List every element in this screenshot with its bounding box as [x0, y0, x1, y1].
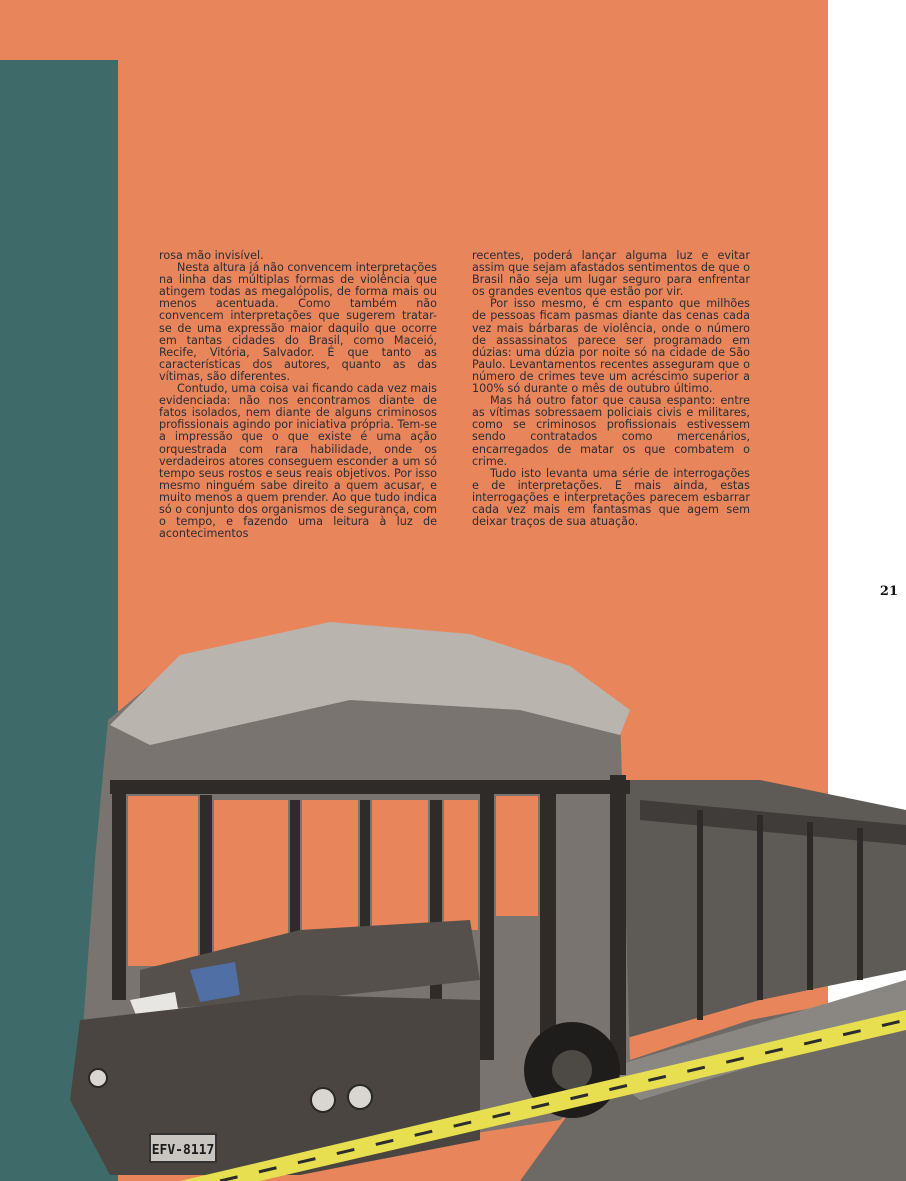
- paragraph: recentes, poderá lançar alguma luz e evitar assim que sejam afastados sentimentos de que o Brasil não seja um lugar seguro para enfrentar os grandes eventos que estão por vir.: [472, 249, 750, 299]
- paragraph: Mas há outro fator que causa espanto: entre as vítimas sobressaem policiais civis e militares, como se criminosos profissionais estivessem sendo contratados como mercenários, encarregados de matar os que combatem o crime.: [472, 394, 750, 468]
- burned-bus-photo: [0, 600, 906, 1181]
- license-plate-text: EFV-8117: [151, 1143, 215, 1158]
- paragraph: rosa mão invisível.: [159, 249, 264, 262]
- article-column-1: [159, 250, 437, 540]
- article-column-2: [472, 250, 750, 528]
- paragraph: Contudo, uma coisa vai ficando cada vez mais evidenciada: não nos encontramos diante de fatos isolados, nem diante de alguns criminosos profissionais agindo por iniciativa própria. Tem-se a impressão que o que existe é uma ação orquestrada com rara habilidade, onde os verdadeiros atores conseguem esconder a um só tempo seus rostos e seus reais objetivos. Por isso mesmo ninguém sabe direito a quem acusar, e muito menos a quem prender. Ao que tudo indica só o conjunto dos organismos de segurança, com o tempo, e fazendo uma leitura à luz de acontecimentos: [159, 382, 437, 541]
- page-number: 21: [879, 584, 898, 599]
- paragraph: Nesta altura já não convencem interpretações na linha das múltiplas formas de violência que atingem todas as megalópolis, de forma mais ou menos acentuada. Como também não convencem interpretações que sugerem tratar-se de uma expressão maior daquilo que ocorre em tantas cidades do Brasil, como Maceió, Recife, Vitória, Salvador. É que tanto as características dos autores, quanto as das vítimas, são diferentes.: [159, 261, 437, 383]
- paragraph: Tudo isto levanta uma série de interrogações e de interpretações. E mais ainda, estas interrogações e interpretações parecem esbarrar cada vez mais em fantasmas que agem sem deixar traços de sua atuação.: [472, 466, 750, 529]
- paragraph: Por isso mesmo, é cm espanto que milhões de pessoas ficam pasmas diante das cenas cada vez mais bárbaras de violência, onde o número de assassinatos parece ser programado em dúzias: uma dúzia por noite só na cidade de São Paulo. Levantamentos recentes asseguram que o número de crimes teve um acréscimo superior a 100% só durante o mês de outubro último.: [472, 297, 750, 396]
- bus-front: [70, 995, 480, 1175]
